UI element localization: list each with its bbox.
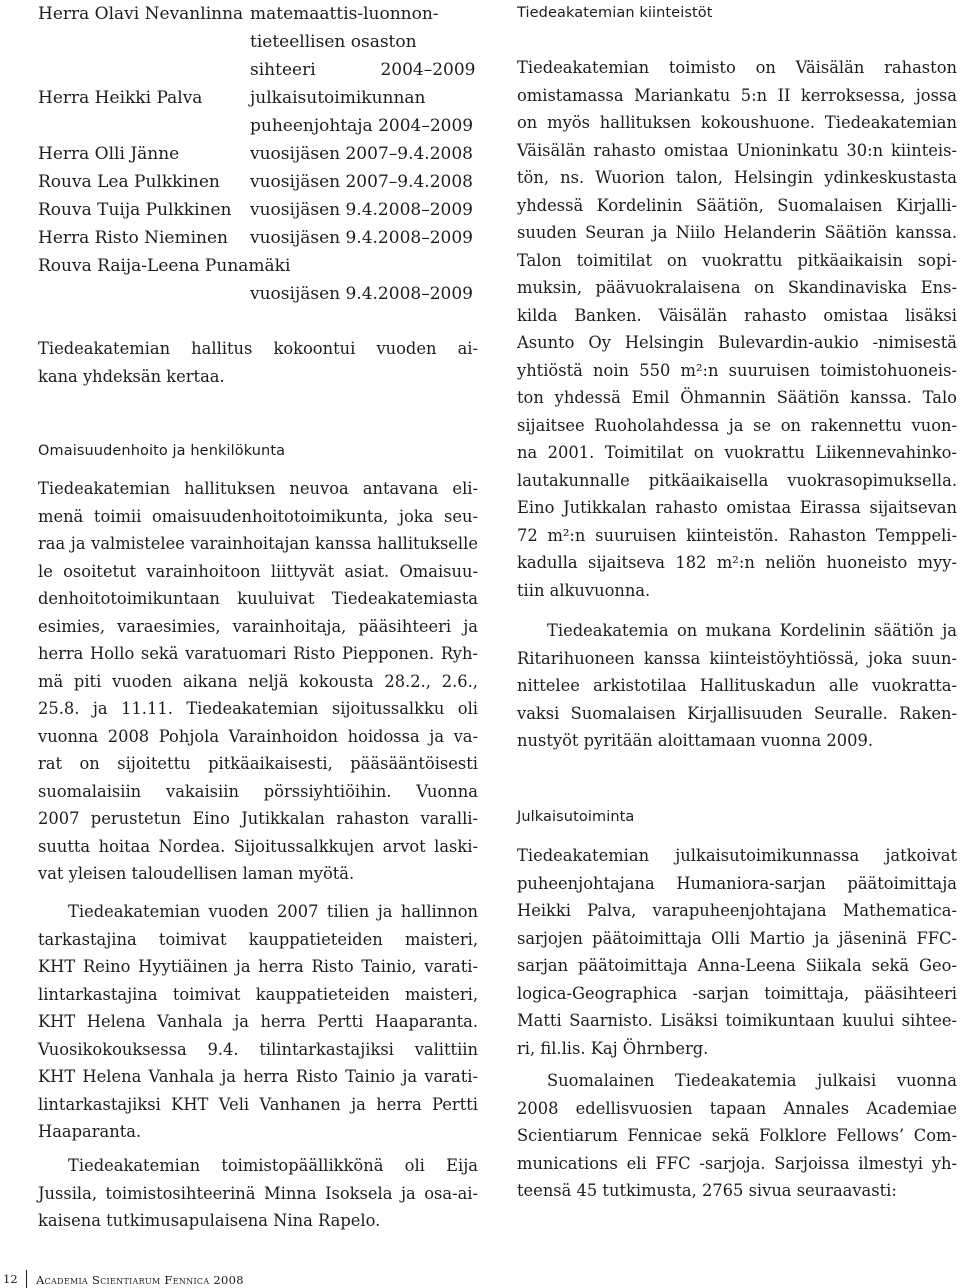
- text-line: suomalaisiin vakaisiin pörssiyhtiöihin. Vuonna: [38, 781, 478, 801]
- publishing-paragraph-1: [517, 842, 957, 1062]
- text-line: na 2001. Toimitilat on vuokrattu Liikennevahinko-: [517, 443, 957, 462]
- member-row: [38, 84, 478, 112]
- text-line: Tiedeakatemian hallituksen neuvoa antavana eli-: [38, 479, 478, 498]
- text-line: raa ja valmistelee varainhoitajan kanssa hallitukselle: [38, 534, 478, 553]
- member-role: tieteellisen osaston: [250, 32, 417, 52]
- text-line: kana yhdeksän kertaa.: [38, 366, 225, 386]
- footer-divider: [26, 1270, 27, 1288]
- text-line: logica-Geographica -sarjan toimittaja, pääsihteeri: [517, 983, 957, 1003]
- member-name: Rouva Lea Pulkkinen: [38, 172, 220, 192]
- text-line: Haaparanta.: [38, 1122, 142, 1141]
- text-line: kilda Banken. Väisälän rahasto omistaa lisäksi: [517, 305, 957, 325]
- text-line: herra Hollo sekä varatuomari Risto Piepponen. Ryh-: [38, 644, 478, 663]
- text-line: Eino Jutikkalan rahasto omistaa Eirassa sijaitsevan: [517, 498, 957, 517]
- member-row: [38, 168, 478, 196]
- text-line: Tiedeakatemian toimistopäällikkönä oli Eija: [68, 1156, 478, 1175]
- heading-publishing: Julkaisutoiminta: [517, 809, 635, 825]
- text-line: Tiedeakatemian hallitus kokoontui vuoden ai-: [38, 339, 478, 358]
- text-line: Tiedeakatemian vuoden 2007 tilien ja hallinnon: [68, 902, 478, 921]
- member-row: [38, 0, 478, 28]
- member-row: [38, 224, 478, 252]
- text-line: puheenjohtajana Humaniora-sarjan päätoimittaja: [517, 873, 957, 893]
- text-line: Suomalainen Tiedeakatemia julkaisi vuonna: [547, 1071, 957, 1090]
- text-line: yhdessä Kordelinin Säätiön, Suomalaisen Kirjalli-: [517, 195, 957, 215]
- text-line: omistamassa Mariankatu 5:n II kerroksessa, jossa: [517, 85, 957, 105]
- text-line: 2008 edellisvuosien tapaan Annales Academiae: [517, 1098, 957, 1118]
- member-name: Herra Heikki Palva: [38, 88, 203, 108]
- text-line: Talon toimitilat on vuokrattu pitkäaikaisin sopi-: [517, 250, 957, 270]
- member-role: vuosijäsen 9.4.2008–2009: [250, 200, 473, 220]
- member-row: [38, 28, 478, 56]
- text-line: sijaitsee Ruoholahdessa ja se on rakennettu vuon-: [517, 415, 957, 435]
- text-line: Väisälän rahasto omistaa Unioninkatu 30:n kiinteis-: [517, 140, 957, 160]
- member-row: [38, 56, 478, 84]
- text-line: Vuosikokouksessa 9.4. tilintarkastajiksi valittiin: [38, 1039, 478, 1059]
- member-row: [38, 280, 478, 308]
- text-line: sarjojen päätoimittaja Olli Martio ja jäseninä FFC-: [517, 928, 957, 948]
- text-line: tarkastajina toimivat kauppatieteiden maisteri,: [38, 929, 478, 949]
- text-line: rat on sijoitettu pitkäaikaisesti, pääsääntöisesti: [38, 754, 478, 773]
- text-line: KHT Helena Vanhala ja herra Risto Tainio ja varati-: [38, 1067, 478, 1086]
- text-line: vaksi Suomalaisen Kirjallisuuden Seuralle. Raken-: [517, 703, 957, 723]
- publication-title: Academia Scientiarum Fennica 2008: [36, 1273, 244, 1287]
- member-row: [38, 196, 478, 224]
- member-role: vuosijäsen 9.4.2008–2009: [250, 228, 473, 248]
- text-line: tön, ns. Wuorion talon, Helsingin ydinkeskustasta: [517, 168, 957, 187]
- text-line: sarjan päätoimittaja Anna-Leena Siikala sekä Geo-: [517, 956, 957, 975]
- text-line: tiin alkuvuonna.: [517, 580, 651, 600]
- real-estate-paragraph-2: [517, 617, 957, 755]
- text-line: Scientiarum Fennicae sekä Folklore Fellows’ Com-: [517, 1126, 957, 1145]
- text-line: kaisena tutkimusapulaisena Nina Rapelo.: [38, 1211, 381, 1230]
- text-line: kadulla sijaitseva 182 m²:n neliön huoneisto myy-: [517, 553, 957, 572]
- heading-asset-management: Omaisuudenhoito ja henkilökunta: [38, 443, 286, 459]
- text-line: ri, fil.lis. Kaj Öhrnberg.: [517, 1038, 709, 1058]
- real-estate-paragraph-1: [517, 54, 957, 604]
- text-line: yhtiöstä noin 550 m²:n suuruisen toimistohuoneis-: [517, 360, 957, 380]
- text-line: KHT Helena Vanhala ja herra Pertti Haaparanta.: [38, 1012, 478, 1031]
- member-name: Rouva Raija-Leena Punamäki: [38, 256, 291, 276]
- member-role: puheenjohtaja 2004–2009: [250, 116, 474, 136]
- text-line: Matti Saarnisto. Lisäksi toimikuntaan kuului sihtee-: [517, 1011, 957, 1030]
- heading-real-estate: Tiedeakatemian kiinteistöt: [517, 5, 713, 21]
- text-line: mä piti vuoden aikana neljä kokousta 28.2., 2.6.,: [38, 671, 478, 691]
- member-role: sihteeri 2004–2009: [250, 60, 476, 80]
- asset-management-paragraph-1: [38, 475, 478, 888]
- member-row: [38, 112, 478, 140]
- member-name: Rouva Tuija Pulkkinen: [38, 200, 232, 220]
- text-line: nittelee arkistotilaa Hallituskadun alle vuokratta-: [517, 676, 957, 695]
- text-line: 25.8. ja 11.11. Tiedeakatemian sijoitussalkku oli: [38, 699, 478, 718]
- text-line: vuonna 2008 Pohjola Varainhoidon hoidossa ja va-: [38, 726, 478, 746]
- publishing-paragraph-2: [517, 1067, 957, 1205]
- member-name: Herra Risto Nieminen: [38, 228, 228, 248]
- text-line: muksin, päävuokralaisena on Skandinaviska Ens-: [517, 278, 957, 297]
- text-line: lautakunnalle pitkäaikaisella vuokrasopimuksella.: [517, 470, 957, 490]
- text-line: Ritarihuoneen kanssa kiinteistöyhtiössä, joka suun-: [517, 648, 957, 668]
- text-line: le osoitetut varainhoitoon liittyvät asiat. Omaisuu-: [38, 561, 478, 581]
- member-role: vuosijäsen 2007–9.4.2008: [250, 144, 473, 164]
- text-line: KHT Reino Hyytiäinen ja herra Risto Tainio, varati-: [38, 957, 478, 976]
- page-footer: [0, 1270, 960, 1288]
- text-line: Tiedeakatemia on mukana Kordelinin säätiön ja: [547, 621, 957, 640]
- text-line: lintarkastajiksi KHT Veli Vanhanen ja herra Pertti: [38, 1094, 478, 1114]
- text-line: lintarkastajina toimivat kauppatieteiden maisteri,: [38, 984, 478, 1004]
- member-role: julkaisutoimikunnan: [250, 88, 426, 108]
- text-line: esimies, varaesimies, varainhoitaja, pääsihteeri ja: [38, 616, 478, 636]
- text-line: Heikki Palva, varapuheenjohtajana Mathematica-: [517, 901, 957, 920]
- asset-management-paragraph-2: [38, 898, 478, 1146]
- text-line: munications eli FFC -sarjoja. Sarjoissa ilmestyi yh-: [517, 1153, 957, 1173]
- text-line: suutta hoitaa Nordea. Sijoitussalkkujen arvot laski-: [38, 836, 478, 856]
- member-role: vuosijäsen 2007–9.4.2008: [250, 172, 473, 192]
- text-line: suuden Seuran ja Niilo Helanderin Säätiön kanssa.: [517, 223, 957, 242]
- text-line: denhoitotoimikuntaan kuuluivat Tiedeakatemiasta: [38, 589, 478, 608]
- text-line: menä toimii omaisuudenhoitotoimikunta, joka seu-: [38, 506, 478, 526]
- member-role: matemaattis-luonnon-: [250, 4, 439, 24]
- page-number: 12: [3, 1272, 18, 1286]
- text-line: Jussila, toimistosihteerinä Minna Isoksela ja osa-ai-: [38, 1183, 478, 1203]
- member-name: Herra Olavi Nevanlinna: [38, 4, 244, 24]
- text-line: nustyöt pyritään aloittamaan vuonna 2009.: [517, 731, 873, 750]
- meetings-paragraph: [38, 335, 478, 390]
- text-line: 72 m²:n suuruisen kiinteistön. Rahaston Temppeli-: [517, 525, 957, 545]
- text-line: Tiedeakatemian julkaisutoimikunnassa jatkoivat: [517, 846, 957, 865]
- text-line: vat yleisen taloudellisen laman myötä.: [38, 864, 355, 883]
- text-line: Asunto Oy Helsingin Bulevardin-aukio -nimisestä: [517, 333, 957, 352]
- text-line: ton yhdessä Emil Öhmannin Säätiön kanssa. Talo: [517, 388, 957, 407]
- member-name: Herra Olli Jänne: [38, 144, 180, 164]
- text-line: 2007 perustetun Eino Jutikkalan rahaston varalli-: [38, 809, 478, 828]
- member-row: [38, 140, 478, 168]
- asset-management-paragraph-3: [38, 1152, 478, 1235]
- member-row: [38, 252, 478, 280]
- member-role: vuosijäsen 9.4.2008–2009: [250, 284, 473, 304]
- text-line: on myös hallituksen kokoushuone. Tiedeakatemian: [517, 113, 957, 132]
- text-line: Tiedeakatemian toimisto on Väisälän rahaston: [517, 58, 957, 77]
- text-line: teensä 45 tutkimusta, 2765 sivua seuraavasti:: [517, 1181, 897, 1200]
